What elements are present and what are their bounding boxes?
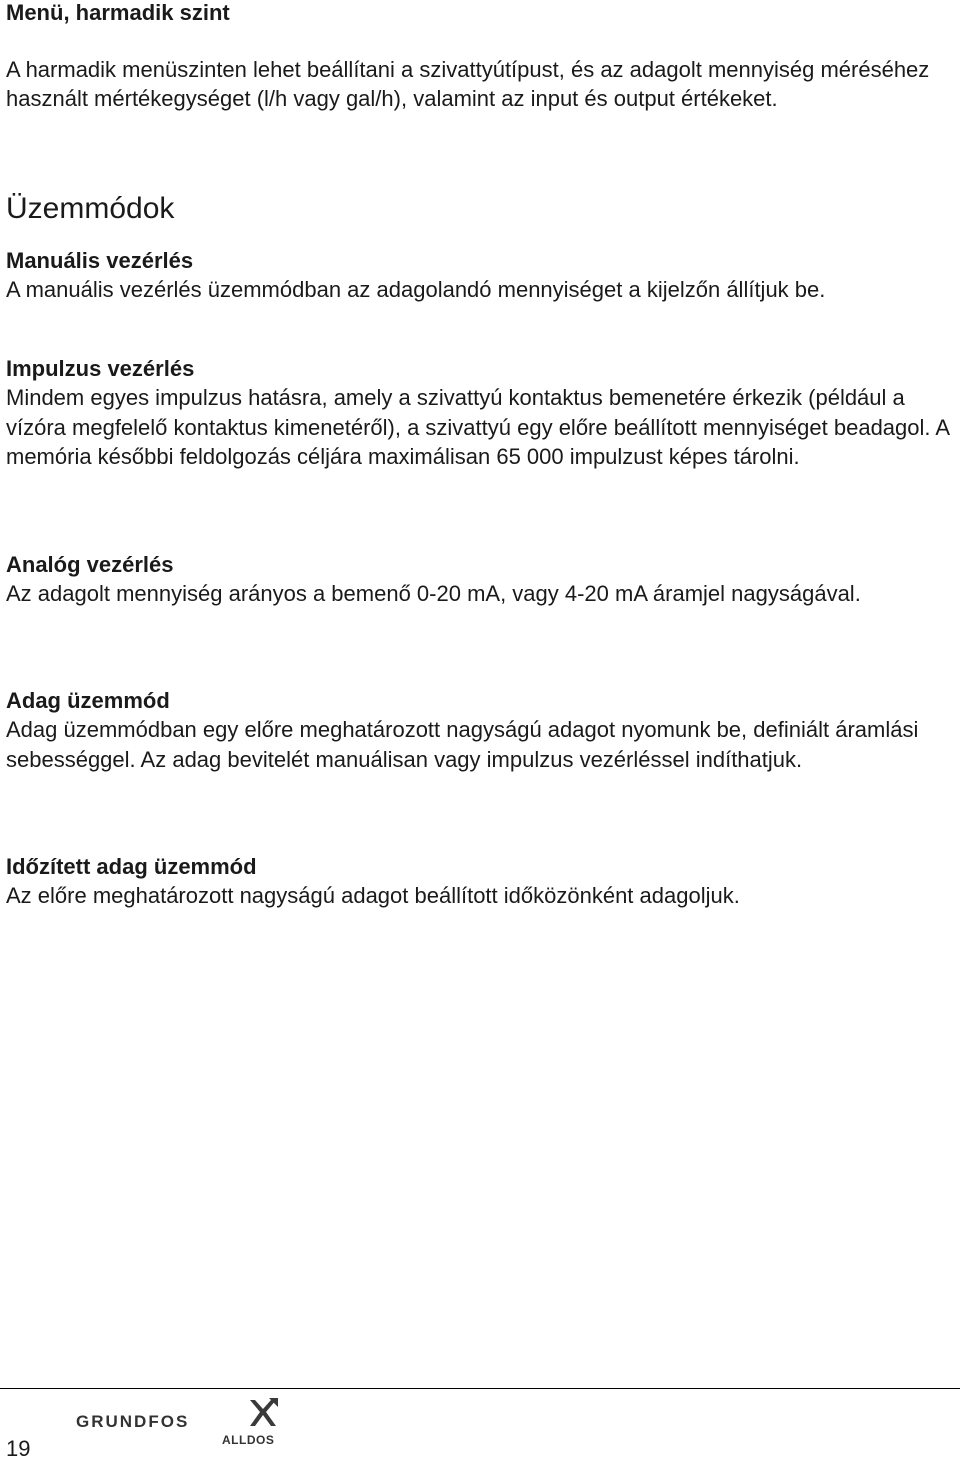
page-number: 19 [6, 1436, 31, 1461]
menu-level-heading: Menü, harmadik szint [6, 0, 230, 25]
mode-title: Adag üzemmód [6, 688, 170, 713]
mode-timed-batch [6, 852, 954, 911]
mode-title: Analóg vezérlés [6, 552, 174, 577]
mode-analog [6, 550, 954, 609]
mode-manual [6, 246, 954, 305]
section-title: Üzemmódok [6, 192, 175, 225]
mode-text: Adag üzemmódban egy előre meghatározott nagyságú adagot nyomunk be, definiált áramlási sebességgel. Az adag bevitelét manuálisan vagy impulzus vezérléssel indíthatjuk. [6, 717, 919, 772]
mode-batch [6, 686, 954, 774]
footer-divider [0, 1388, 960, 1389]
mode-title: Időzített adag üzemmód [6, 854, 257, 879]
mode-text: Mindem egyes impulzus hatásra, amely a szivattyú kontaktus bemenetére érkezik (például a vízóra megfelelő kontaktus kimenetéről), a szivattyú egy előre beállított mennyiséget beadagol. A memória későbbi feldolgozás céljára maximálisan 65 000 impulzust képes tárolni. [6, 385, 949, 469]
mode-text: Az előre meghatározott nagyságú adagot beállított időközönként adagoljuk. [6, 883, 740, 909]
mode-title: Manuális vezérlés [6, 248, 194, 273]
mode-title: Impulzus vezérlés [6, 356, 195, 381]
mode-impulse [6, 354, 954, 471]
mode-text: A manuális vezérlés üzemmódban az adagolandó mennyiséget a kijelzőn állítjuk be. [6, 277, 826, 303]
grundfos-alldos-logo [76, 1396, 286, 1450]
logo-subtext: ALLDOS [222, 1433, 275, 1447]
logo-x-icon [244, 1396, 282, 1432]
mode-text: Az adagolt mennyiség arányos a bemenő 0-20 mA, vagy 4-20 mA áramjel nagyságával. [6, 581, 861, 607]
logo-wordmark: GRUNDFOS [76, 1412, 190, 1431]
menu-level-text: A harmadik menüszinten lehet beállítani a szivattyútípust, és az adagolt mennyiség méréséhez használt mértékegységet (l/h vagy gal/h), valamint az input és output értékeket. [6, 57, 930, 112]
